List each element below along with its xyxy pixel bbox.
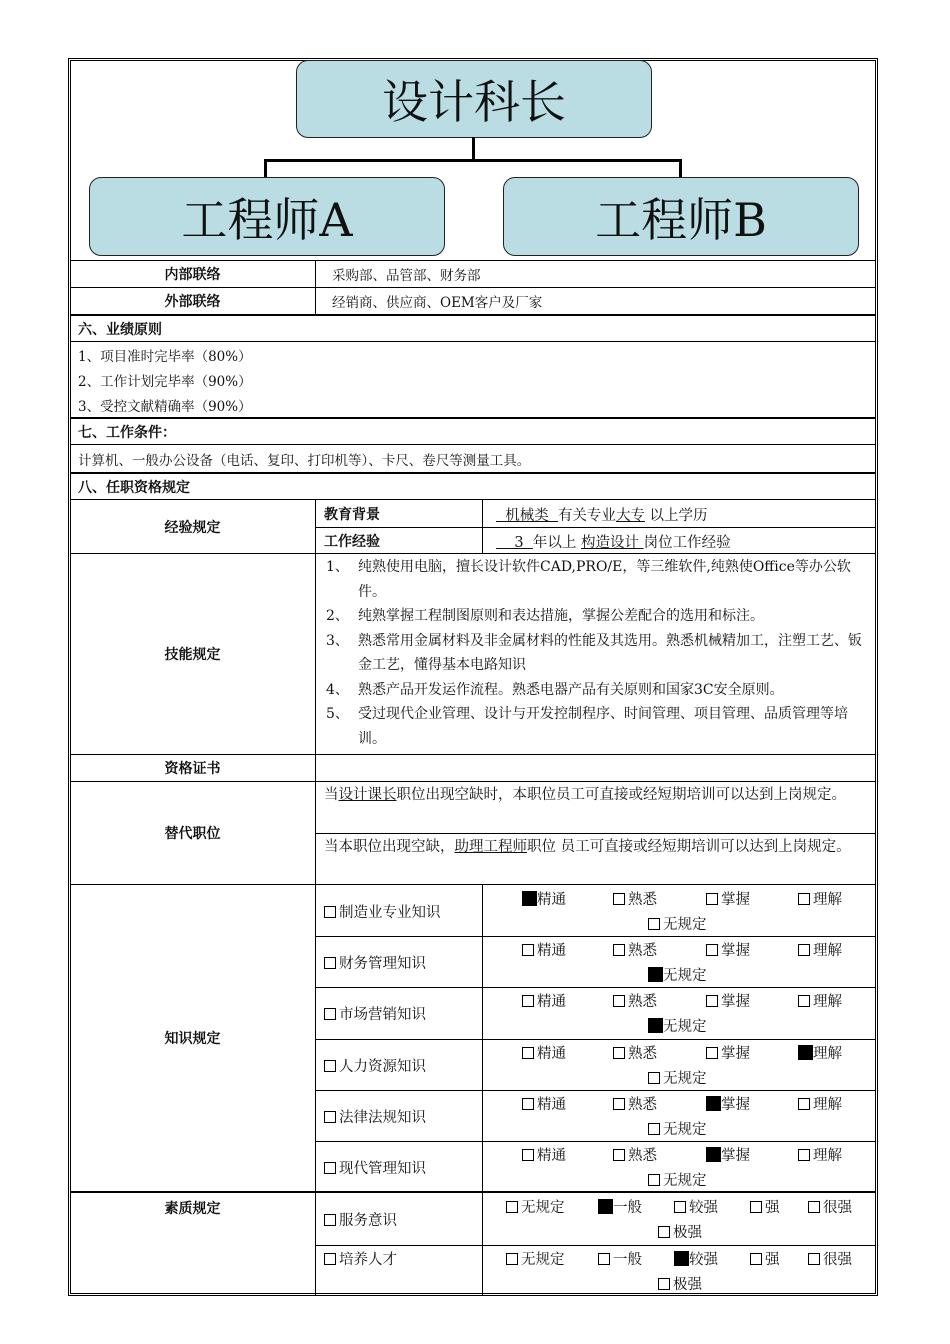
checked-box-icon: [798, 1045, 813, 1060]
quality-option[interactable]: [658, 1221, 702, 1242]
knowledge-option-label: 熟悉: [628, 1096, 657, 1113]
knowledge-option[interactable]: [613, 939, 657, 960]
checkbox-icon: [750, 1201, 762, 1213]
section-heading: 七、工作条件：: [78, 424, 176, 441]
knowledge-option-label: 掌握: [721, 1045, 750, 1062]
knowledge-label: 知识规定: [164, 1031, 221, 1047]
knowledge-option[interactable]: [648, 1169, 707, 1190]
org-engineer-b-label: 工程师B: [595, 192, 767, 247]
checkbox-icon[interactable]: [324, 1214, 336, 1226]
knowledge-option[interactable]: [648, 964, 707, 985]
knowledge-option-label: 无规定: [663, 1019, 707, 1036]
knowledge-option[interactable]: [798, 990, 842, 1011]
quality-option-label: 很强: [823, 1251, 852, 1268]
knowledge-option-label: 精通: [537, 994, 566, 1011]
quality-item-label: 服务意识: [339, 1213, 397, 1229]
performance-item: 2、工作计划完毕率（90%）: [78, 374, 252, 390]
checked-box-icon: [674, 1251, 689, 1266]
knowledge-option[interactable]: [613, 888, 657, 909]
contact-value: 采购部、品管部、财务部: [332, 268, 481, 284]
checkbox-icon: [522, 1149, 534, 1161]
contact-row-internal: [70, 260, 876, 287]
checkbox-icon: [613, 944, 625, 956]
checked-box-icon: [598, 1199, 613, 1214]
knowledge-option[interactable]: [648, 1118, 707, 1139]
quality-option-label: 较强: [689, 1200, 718, 1216]
checked-box-icon: [706, 1147, 721, 1162]
checkbox-icon: [658, 1226, 670, 1238]
checkbox-icon: [613, 1047, 625, 1059]
certificate-value: [322, 755, 872, 781]
org-connector: [264, 159, 267, 178]
quality-option[interactable]: [808, 1248, 852, 1269]
checkbox-icon: [613, 893, 625, 905]
performance-item: 1、项目准时完毕率（80%）: [78, 349, 252, 365]
knowledge-option-label: 精通: [537, 1045, 566, 1062]
knowledge-item-name: [324, 952, 426, 973]
knowledge-option[interactable]: [613, 1093, 657, 1114]
knowledge-option[interactable]: [706, 1144, 750, 1165]
checked-box-icon: [706, 1096, 721, 1111]
quality-option[interactable]: [658, 1273, 702, 1294]
checkbox-icon: [522, 1047, 534, 1059]
quality-option[interactable]: [750, 1196, 780, 1217]
checkbox-icon: [613, 995, 625, 1007]
checkbox-icon: [750, 1253, 762, 1265]
knowledge-option-label: 精通: [537, 943, 566, 960]
org-engineer-a-label: 工程师A: [181, 192, 353, 247]
conditions-row: [70, 444, 876, 472]
quality-option-label: 很强: [823, 1200, 852, 1216]
quality-option[interactable]: [674, 1196, 718, 1217]
checkbox-icon[interactable]: [324, 1111, 336, 1123]
knowledge-option-label: 掌握: [721, 1096, 750, 1113]
knowledge-option-label: 熟悉: [628, 943, 657, 960]
performance-heading-row: [70, 314, 876, 341]
performance-item: 3、受控文献精确率（90%）: [78, 399, 252, 415]
knowledge-item-name: [324, 901, 441, 922]
checkbox-icon: [598, 1253, 610, 1265]
certificate-row: [70, 754, 876, 781]
skills-block: [70, 553, 876, 754]
knowledge-option[interactable]: [706, 1042, 750, 1063]
certificate-label: 资格证书: [164, 761, 221, 777]
checkbox-icon: [648, 1072, 660, 1084]
knowledge-option[interactable]: [613, 990, 657, 1011]
org-chief-label: 设计科长: [382, 75, 566, 129]
skills-label: 技能规定: [164, 647, 221, 663]
checkbox-icon: [522, 995, 534, 1007]
org-connector: [679, 159, 682, 178]
knowledge-option-label: 熟悉: [628, 892, 657, 908]
checked-box-icon: [648, 1018, 663, 1033]
substitute-line-1: 当设计课长职位出现空缺时，本职位员工可直接或经短期培训可以达到上岗规定。: [324, 787, 846, 803]
quality-option[interactable]: [506, 1196, 565, 1217]
quality-option-label: 强: [765, 1251, 780, 1268]
knowledge-option-label: 熟悉: [628, 1148, 657, 1164]
quality-option[interactable]: [598, 1248, 642, 1269]
knowledge-option-label: 无规定: [663, 1070, 707, 1087]
quality-block: [70, 1191, 876, 1294]
knowledge-option[interactable]: [648, 913, 707, 934]
knowledge-item-name: [324, 1055, 426, 1076]
substitute-block: [70, 781, 876, 884]
knowledge-option[interactable]: [648, 1067, 707, 1088]
contact-label: 内部联络: [164, 267, 221, 283]
checkbox-icon[interactable]: [324, 1253, 336, 1265]
skill-item: 5、 受过现代企业管理、设计与开发控制程序、时间管理、项目管理、品质管理等培训。: [326, 706, 848, 747]
checkbox-icon: [506, 1253, 518, 1265]
knowledge-option[interactable]: [798, 939, 842, 960]
quality-label: 素质规定: [164, 1201, 221, 1217]
knowledge-option[interactable]: [706, 1093, 750, 1114]
knowledge-option[interactable]: [706, 888, 750, 909]
checkbox-icon: [613, 1149, 625, 1161]
experience-label: 经验规定: [164, 519, 221, 536]
qualification-heading-row: [70, 472, 876, 499]
checkbox-icon: [648, 1174, 660, 1186]
org-connector: [264, 159, 682, 162]
quality-option-label: 极强: [673, 1225, 702, 1241]
knowledge-option-label: 理解: [813, 943, 842, 960]
checkbox-icon: [798, 893, 810, 905]
knowledge-item-label: 市场营销知识: [339, 1007, 426, 1024]
education-value: 机械类 有关专业大专 以上学历: [496, 508, 708, 524]
org-connector: [472, 137, 475, 161]
knowledge-option-label: 理解: [813, 994, 842, 1011]
knowledge-option-label: 精通: [537, 1148, 566, 1164]
knowledge-option[interactable]: [522, 1042, 566, 1063]
checkbox-icon[interactable]: [324, 1162, 336, 1174]
knowledge-option[interactable]: [522, 1093, 566, 1114]
checkbox-icon: [706, 995, 718, 1007]
checkbox-icon: [522, 944, 534, 956]
quality-option-label: 极强: [673, 1276, 702, 1293]
knowledge-option[interactable]: [613, 1042, 657, 1063]
knowledge-option-label: 掌握: [721, 892, 750, 908]
conditions-heading-row: [70, 417, 876, 444]
knowledge-option[interactable]: [798, 1093, 842, 1114]
knowledge-option[interactable]: [798, 1042, 842, 1063]
checkbox-icon: [798, 995, 810, 1007]
skill-item: 2、 纯熟掌握工程制图原则和表达措施，掌握公差配合的选用和标注。: [326, 608, 764, 624]
quality-option-label: 较强: [689, 1251, 718, 1268]
org-chart: [70, 60, 876, 260]
knowledge-option[interactable]: [522, 888, 566, 909]
work-experience-label: 工作经验: [324, 534, 380, 550]
conditions-text: 计算机、一般办公设备（电话、复印、打印机等）、卡尺、卷尺等测量工具。: [78, 452, 531, 469]
substitute-label: 替代职位: [164, 826, 221, 842]
knowledge-option[interactable]: [706, 990, 750, 1011]
quality-option-label: 无规定: [521, 1200, 565, 1216]
knowledge-item-label: 人力资源知识: [339, 1058, 426, 1075]
knowledge-option[interactable]: [798, 888, 842, 909]
knowledge-option[interactable]: [522, 990, 566, 1011]
checkbox-icon: [808, 1253, 820, 1265]
knowledge-option[interactable]: [648, 1015, 707, 1036]
knowledge-option[interactable]: [798, 1144, 842, 1165]
checkbox-icon: [798, 1149, 810, 1161]
quality-option-label: 一般: [613, 1251, 642, 1268]
substitute-line-2: 当本职位出现空缺，助理工程师职位 员工可直接或经短期培训可以达到上岗规定。: [324, 839, 851, 855]
knowledge-option-label: 无规定: [663, 968, 707, 985]
contact-label: 外部联络: [164, 294, 221, 310]
checkbox-icon: [658, 1278, 670, 1290]
checkbox-icon[interactable]: [324, 1060, 336, 1072]
knowledge-item-name: [324, 1003, 426, 1024]
work-experience-value: 3 年以上 构造设计 岗位工作经验: [496, 535, 731, 551]
checkbox-icon: [798, 944, 810, 956]
knowledge-item-name: [324, 1157, 426, 1178]
knowledge-option-label: 掌握: [721, 994, 750, 1011]
knowledge-option-label: 熟悉: [628, 1045, 657, 1062]
quality-option[interactable]: [598, 1196, 642, 1217]
quality-option-label: 无规定: [521, 1251, 565, 1268]
experience-block: [70, 499, 876, 553]
knowledge-option-label: 理解: [813, 1096, 842, 1113]
quality-option[interactable]: [750, 1248, 780, 1269]
quality-option[interactable]: [674, 1248, 718, 1269]
section-heading: 八、任职资格规定: [78, 479, 190, 496]
knowledge-option[interactable]: [613, 1144, 657, 1165]
skills-list: [320, 555, 870, 751]
checkbox-icon[interactable]: [324, 906, 336, 918]
checkbox-icon: [706, 944, 718, 956]
quality-item-label: 培养人才: [339, 1251, 397, 1268]
checkbox-icon: [808, 1201, 820, 1213]
checked-box-icon: [522, 891, 537, 906]
checkbox-icon: [798, 1098, 810, 1110]
quality-option[interactable]: [506, 1248, 565, 1269]
skill-item: 4、 熟悉产品开发运作流程。熟悉电器产品有关原则和国家3C安全原则。: [326, 681, 784, 698]
knowledge-option-label: 熟悉: [628, 994, 657, 1011]
knowledge-item-label: 法律法规知识: [339, 1109, 426, 1126]
knowledge-option-label: 无规定: [663, 1121, 707, 1138]
quality-item-name: [324, 1209, 397, 1230]
knowledge-item-label: 制造业专业知识: [339, 905, 441, 921]
knowledge-item-label: 现代管理知识: [339, 1161, 426, 1177]
org-box-engineer-a: [89, 177, 445, 256]
checkbox-icon: [706, 1047, 718, 1059]
checkbox-icon: [648, 918, 660, 930]
checkbox-icon: [674, 1201, 686, 1213]
knowledge-option-label: 掌握: [721, 1148, 750, 1164]
knowledge-option[interactable]: [522, 1144, 566, 1165]
org-box-engineer-b: [503, 177, 859, 256]
skill-item: 3、 熟悉常用金属材料及非金属材料的性能及其选用。熟悉机械精加工，注塑工艺、钣金工艺，懂得基本电路知识: [326, 632, 862, 673]
knowledge-option[interactable]: [706, 939, 750, 960]
knowledge-option-label: 无规定: [663, 917, 707, 933]
checkbox-icon[interactable]: [324, 1008, 336, 1020]
knowledge-option[interactable]: [522, 939, 566, 960]
skill-item: 1、 纯熟使用电脑，擅长设计软件CAD,PRO/E，等三维软件,纯熟使Office等办公软件。: [326, 559, 851, 600]
knowledge-option-label: 无规定: [663, 1173, 707, 1189]
section-heading: 六、业绩原则: [78, 321, 162, 338]
performance-list: [70, 341, 876, 417]
org-box-chief: [296, 60, 652, 138]
knowledge-item-name: [324, 1106, 426, 1127]
checkbox-icon: [706, 893, 718, 905]
checkbox-icon: [613, 1098, 625, 1110]
education-label: 教育背景: [324, 507, 380, 523]
checkbox-icon[interactable]: [324, 957, 336, 969]
quality-option-label: 一般: [613, 1200, 642, 1216]
quality-option-label: 强: [765, 1200, 780, 1216]
checkbox-icon: [648, 1123, 660, 1135]
contact-value: 经销商、供应商、OEM客户及厂家: [332, 295, 543, 311]
knowledge-block: [70, 884, 876, 1191]
checkbox-icon: [522, 1098, 534, 1110]
knowledge-option-label: 理解: [813, 892, 842, 908]
quality-item-name: [324, 1248, 397, 1269]
contact-row-external: [70, 287, 876, 314]
knowledge-option-label: 精通: [537, 1096, 566, 1113]
checked-box-icon: [648, 967, 663, 982]
knowledge-option-label: 理解: [813, 1148, 842, 1164]
knowledge-item-label: 财务管理知识: [339, 956, 426, 973]
quality-option[interactable]: [808, 1196, 852, 1217]
knowledge-option-label: 精通: [537, 892, 566, 908]
knowledge-option-label: 掌握: [721, 943, 750, 960]
checkbox-icon: [506, 1201, 518, 1213]
knowledge-option-label: 理解: [813, 1045, 842, 1062]
